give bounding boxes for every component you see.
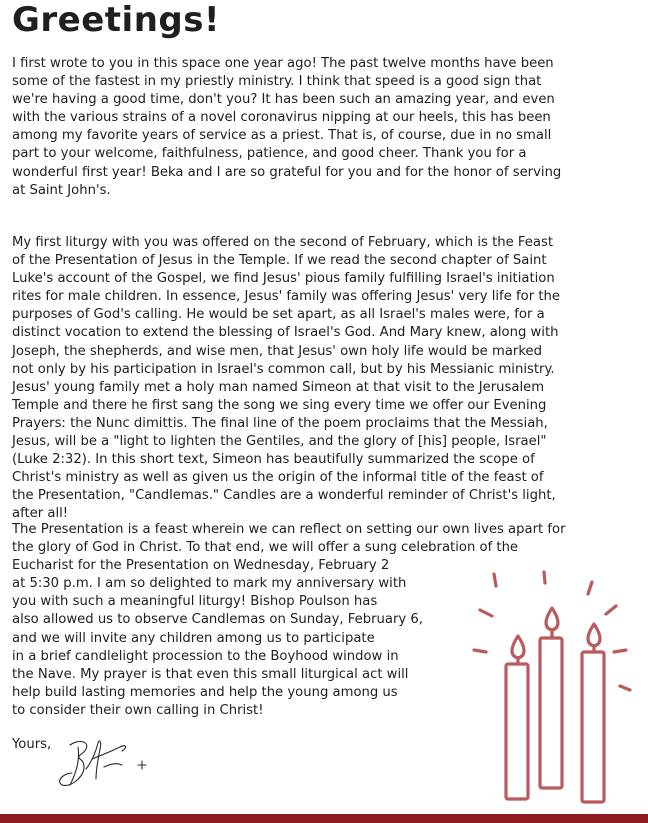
paragraph-3: The Presentation is a feast wherein we can reflect on setting our own lives apart for the glory of God in Christ. To that end, we will offer a sung celebration of the Eucharist for the Presentation on Wednesday, February 2 at 5:30 p.m. I am so delighted to mark my anniversary with you with such a meaningful liturgy! Bishop Poulson has also allowed us to observe Candlemas on Sunday, February 6, and we will invite any children among us to participate in a brief candlelight procession to the Boyhood window in the Nave. My prayer is that even this small liturgical act will help build lasting memories and help the young among us to consider their own calling in Christ! [12, 522, 566, 718]
paragraph-1: I first wrote to you in this space one year ago! The past twelve months have been some of the fastest in my priestly ministry. I think that speed is a good sign that we're having a good time, don't you? It has been such an amazing year, and even with the various strains of a novel coronavirus nipping at our heels, this has been among my favorite years of service as a priest. That is, of course, due in no small part to your welcome, faithfulness, patience, and good cheer. Thank you for a wonderful first year! Beka and I are so grateful for you and for the honor of serving at Saint John's. [12, 56, 562, 198]
closing-text: Yours, [12, 737, 52, 752]
candles-icon [470, 568, 645, 813]
page-title: Greetings! [12, 0, 220, 40]
signature-icon [56, 733, 166, 793]
footer-bar [0, 814, 648, 823]
paragraph-2: My first liturgy with you was offered on the second of February, which is the Feast of the Presentation of Jesus in the Temple. If we read the second chapter of Saint Luke's account of the Gospel, we find Jesus' pious family fulfilling Israel's initiation rites for male children. In essence, Jesus' family was offering Jesus' very life for the purposes of God's calling. He would be set apart, as all Israel's males were, for a distinct vocation to extend the blessing of Israel's God. And Mary knew, along with Joseph, the shepherds, and wise men, that Jesus' own holy life would be marked not only by his participation in Israel's common call, but by his Messianic ministry. Jesus' young family met a holy man named Simeon at that visit to the Jerusalem Temple and there he first sang the song we sing every time we offer our Evening Prayers: the Nunc dimittis. The final line of the poem proclaims that the Messiah, Jesus, will be a "light to lighten the Gentiles, and the glory of [his] people, Israel" (Luke 2:32). In this short text, Simeon has beautifully summarized the scope of Christ's ministry as well as given us the origin of the informal title of the feast of the Presentation, "Candlemas." Candles are a wonderful reminder of Christ's light, after all! [12, 235, 560, 522]
